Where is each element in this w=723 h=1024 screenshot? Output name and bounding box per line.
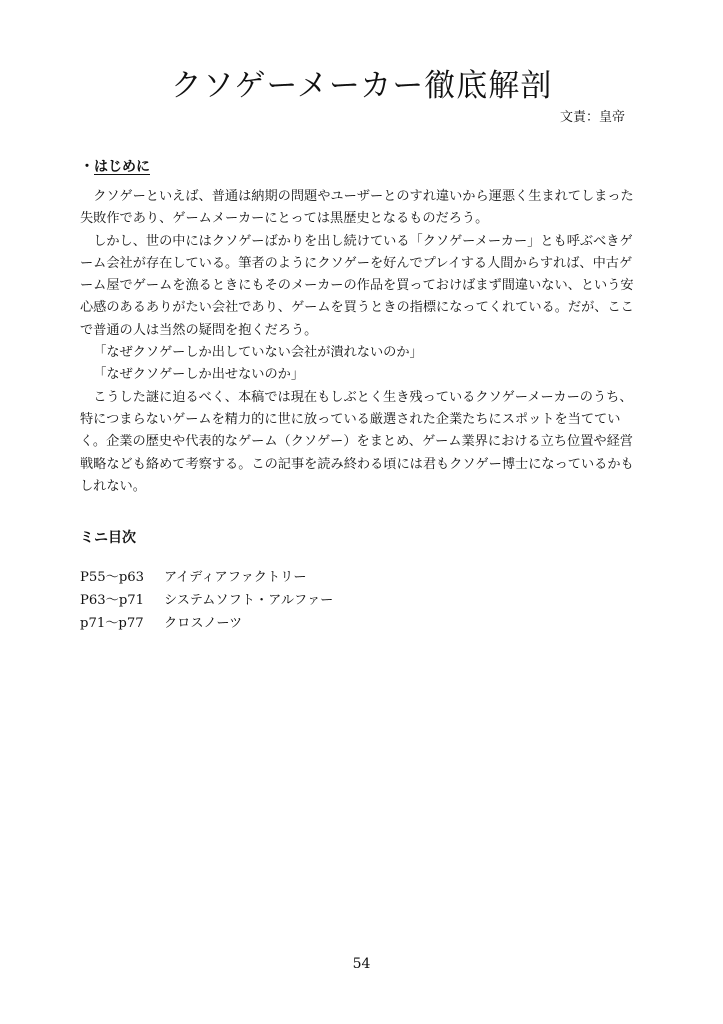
toc-item (80, 566, 580, 589)
intro-quote: 「なぜクソゲーしか出していない会社が潰れないのか」 (93, 345, 423, 361)
mini-toc (80, 566, 580, 635)
intro-paragraph: しかし、世の中にはクソゲーばかりを出し続けている「クソゲーメーカー」とも呼ぶべきゲーム会社が存在している。筆者のようにクソゲーを好んでプレイする人間からすれば、中古ゲーム屋でゲームを漁るときにもそのメーカーの作品を買っておけばまず間違いない、という安心感のあるありがたい会社であり、ゲームを買うときの指標になってくれている。だが、ここで普通の人は当然の疑問を抱くだろう。 (80, 233, 634, 338)
author-credit: 文責：皇帝 (559, 110, 625, 125)
intro-paragraph: こうした謎に迫るべく、本稿では現在もしぶとく生き残っているクソゲーメーカーのうち、特につまらないゲームを精力的に世に放っている厳選された企業たちにスポットを当てていく。企業の歴史や代表的なゲーム（クソゲー）をまとめ、ゲーム業界における立ち位置や経営戦略なども絡めて考察する。この記事を読み終わる頃には君もクソゲー博士になっているかもしれない。 (80, 389, 634, 494)
toc-page-range: P55～p63 (80, 570, 145, 585)
toc-company-name: アイディアファクトリー (164, 570, 307, 585)
heading-bullet: ・ (80, 159, 94, 175)
intro-paragraph: クソゲーといえば、普通は納期の問題やユーザーとのすれ違いから運悪く生まれてしまった失敗作であり、ゲームメーカーにとっては黒歴史となるものだろう。 (80, 189, 634, 227)
article-title: クソゲーメーカー徹底解剖 (170, 68, 553, 104)
page-number: 54 (352, 956, 371, 972)
toc-heading: ミニ目次 (80, 530, 136, 546)
toc-page-range: P63～p71 (80, 593, 145, 608)
intro-heading-text: はじめに (94, 159, 150, 175)
toc-company-name: クロスノーツ (164, 616, 243, 631)
toc-item (80, 589, 580, 612)
intro-quote: 「なぜクソゲーしか出せないのか」 (93, 367, 305, 383)
intro-body (80, 186, 640, 498)
toc-item (80, 612, 580, 635)
toc-page-range: p71～p77 (80, 616, 144, 631)
toc-company-name: システムソフト・アルファー (164, 593, 334, 608)
intro-heading (80, 156, 150, 176)
